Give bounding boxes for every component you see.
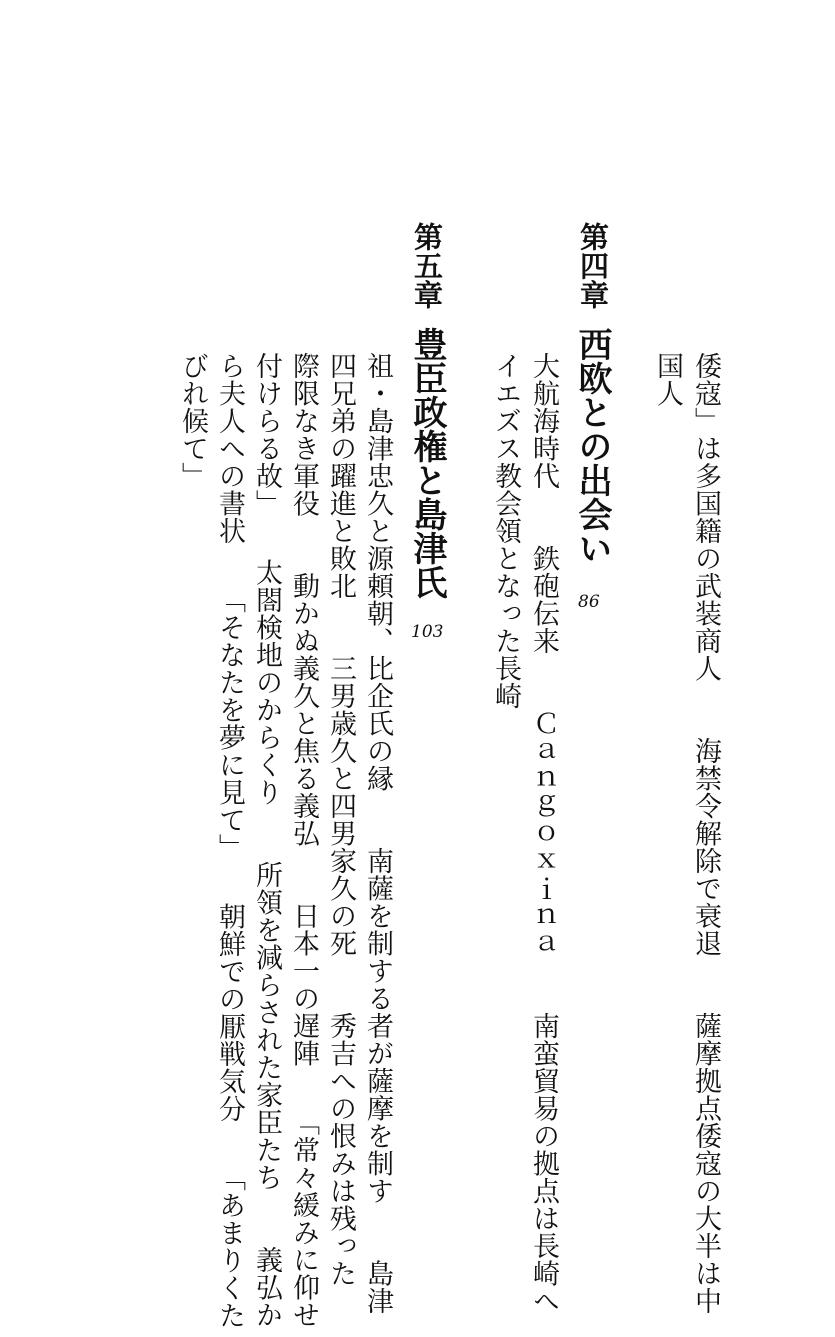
- chapter5-page-number: 103: [411, 622, 444, 642]
- chapter4-page-number: 86: [578, 592, 600, 612]
- chapter4-label: 第四章: [576, 222, 610, 309]
- prev-section-line-1: 倭寇」は多国籍の武装商人 海禁令解除で衰退 薩摩拠点倭寇の大半は中: [690, 352, 721, 1315]
- chapter4-toc-line-1: 大航海時代 鉄砲伝来 Ｃａｎｇｏｘｉｎａ 南蛮貿易の拠点は長崎へ: [528, 352, 559, 1315]
- chapter5-label: 第五章: [410, 222, 444, 309]
- prev-section-line-2: 国人: [652, 352, 683, 407]
- chapter5-toc-line-1: 祖・島津忠久と源頼朝、比企氏の縁 南薩を制する者が薩摩を制す 島津: [362, 352, 393, 1315]
- chapter4-toc-line-2: イエズス教会領となった長崎: [490, 352, 521, 710]
- chapter5-title: 豊臣政権と島津氏: [407, 327, 447, 599]
- chapter5-toc-line-6: びれ候て」: [177, 352, 208, 490]
- chapter5-toc-line-3: 際限なき軍役 動かぬ義久と焦る義弘 日本一の遅陣 「常々緩みに仰せ: [288, 352, 319, 1329]
- chapter4-title: 西欧との出会い: [572, 327, 612, 565]
- chapter5-toc-line-2: 四兄弟の躍進と敗北 三男歳久と四男家久の死 秀吉への恨みは残った: [325, 352, 356, 1287]
- chapter5-toc-line-5: ら夫人への書状 「そなたを夢に見て」 朝鮮での厭戦気分 「あまりくた: [214, 352, 245, 1329]
- chapter5-toc-line-4: 付けらる故」 太閤検地のからくり 所領を減らされた家臣たち 義弘か: [251, 352, 282, 1329]
